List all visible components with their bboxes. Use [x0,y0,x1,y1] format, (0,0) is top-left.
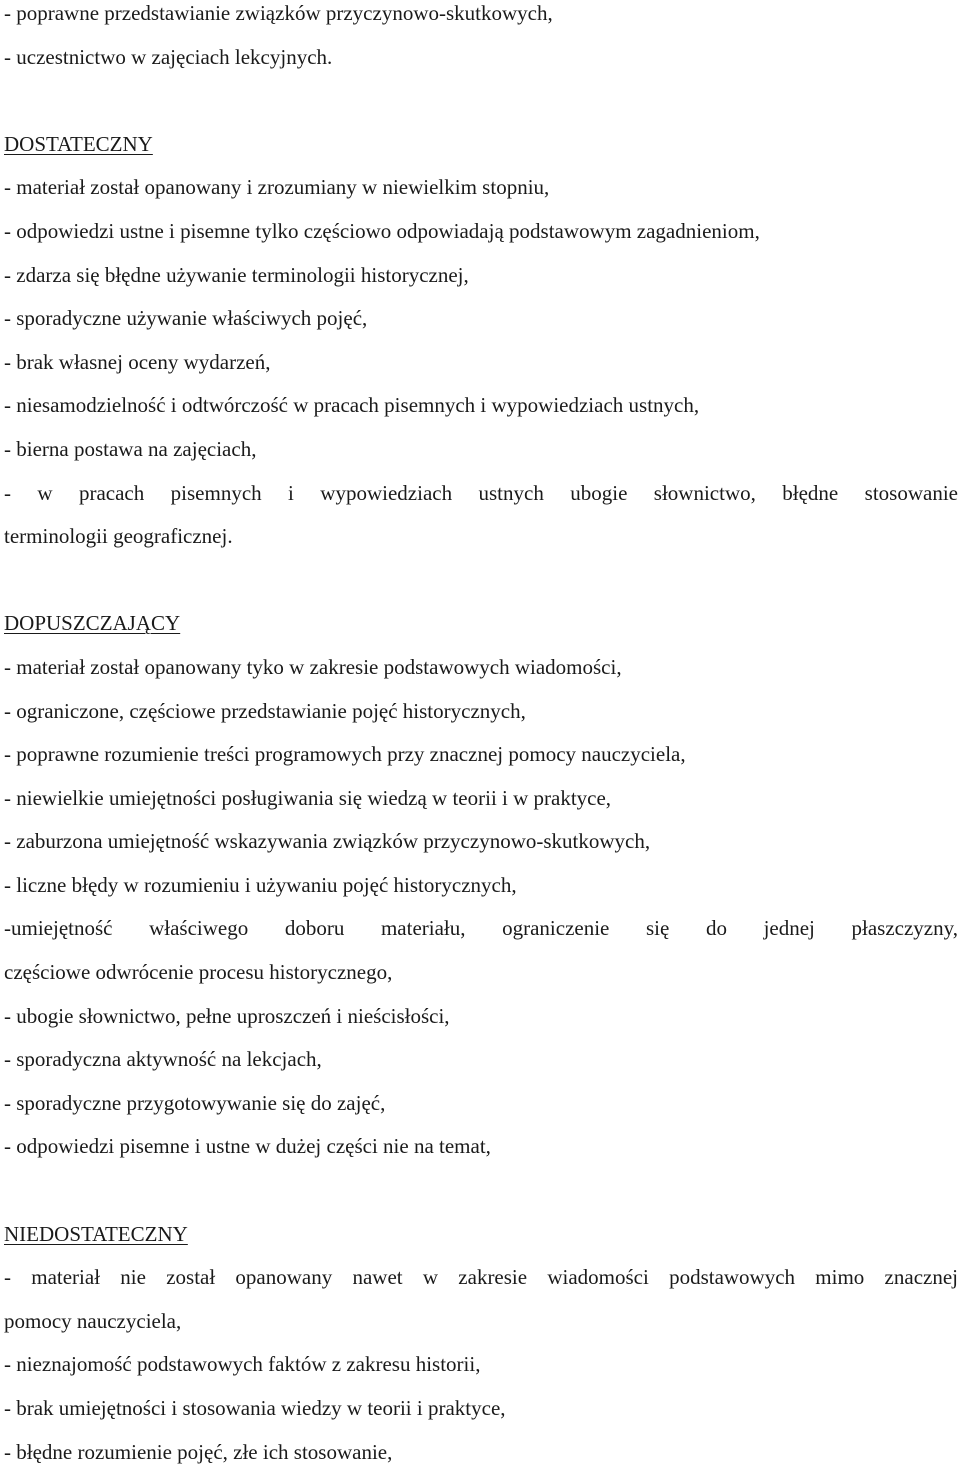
list-item: - w pracach pisemnych i wypowiedziach ustnych ubogie słownictwo, błędne stosowanie [4,480,958,505]
grade-heading-dopuszczajacy: DOPUSZCZAJĄCY [4,611,181,636]
list-item: - uczestnictwo w zajęciach lekcyjnych. [4,44,333,69]
list-item: - bierna postawa na zajęciach, [4,436,257,461]
list-item: - brak własnej oceny wydarzeń, [4,349,271,374]
list-item: - materiał został opanowany i zrozumiany w niewielkim stopniu, [4,175,550,200]
list-item-continuation: częściowe odwrócenie procesu historycznego, [4,960,393,985]
paragraph-gap [4,1177,958,1221]
list-item: - odpowiedzi ustne i pisemne tylko częściowo odpowiadają podstawowym zagadnieniom, [4,218,760,243]
paragraph-gap [4,87,958,131]
document-page [4,0,958,1482]
paragraph-gap [4,567,958,611]
list-item: - liczne błędy w rozumieniu i używaniu pojęć historycznych, [4,872,517,897]
list-item: - nieznajomość podstawowych faktów z zakresu historii, [4,1352,481,1377]
list-item: - ubogie słownictwo, pełne uproszczeń i nieścisłości, [4,1003,450,1028]
list-item: - poprawne przedstawianie związków przyczynowo-skutkowych, [4,1,553,25]
list-item: -umiejętność właściwego doboru materiału, ograniczenie się do jednej płaszczyzny, [4,916,958,941]
grade-heading-niedostateczny: NIEDOSTATECZNY [4,1221,188,1246]
grade-heading-dostateczny: DOSTATECZNY [4,131,153,156]
list-item: - zdarza się błędne używanie terminologii historycznej, [4,262,469,287]
list-item: - sporadyczne przygotowywanie się do zajęć, [4,1090,386,1115]
list-item: - błędne rozumienie pojęć, złe ich stosowanie, [4,1439,393,1464]
list-item: - niewielkie umiejętności posługiwania się wiedzą w teorii i w praktyce, [4,785,612,810]
list-item: - niesamodzielność i odtwórczość w pracach pisemnych i wypowiedziach ustnych, [4,393,700,418]
list-item: - zaburzona umiejętność wskazywania związków przyczynowo-skutkowych, [4,829,651,854]
list-item: - poprawne rozumienie treści programowych przy znacznej pomocy nauczyciela, [4,742,686,767]
list-item-continuation: pomocy nauczyciela, [4,1308,182,1333]
list-item: - materiał został opanowany tyko w zakresie podstawowych wiadomości, [4,654,622,679]
list-item: - sporadyczna aktywność na lekcjach, [4,1047,322,1072]
list-item: - odpowiedzi pisemne i ustne w dużej części nie na temat, [4,1134,491,1159]
list-item: - materiał nie został opanowany nawet w zakresie wiadomości podstawowych mimo znacznej [4,1265,958,1290]
list-item-continuation: terminologii geograficznej. [4,524,233,549]
list-item: - brak umiejętności i stosowania wiedzy w teorii i praktyce, [4,1396,506,1420]
list-item: - sporadyczne używanie właściwych pojęć, [4,306,368,331]
list-item: - ograniczone, częściowe przedstawianie pojęć historycznych, [4,698,526,723]
